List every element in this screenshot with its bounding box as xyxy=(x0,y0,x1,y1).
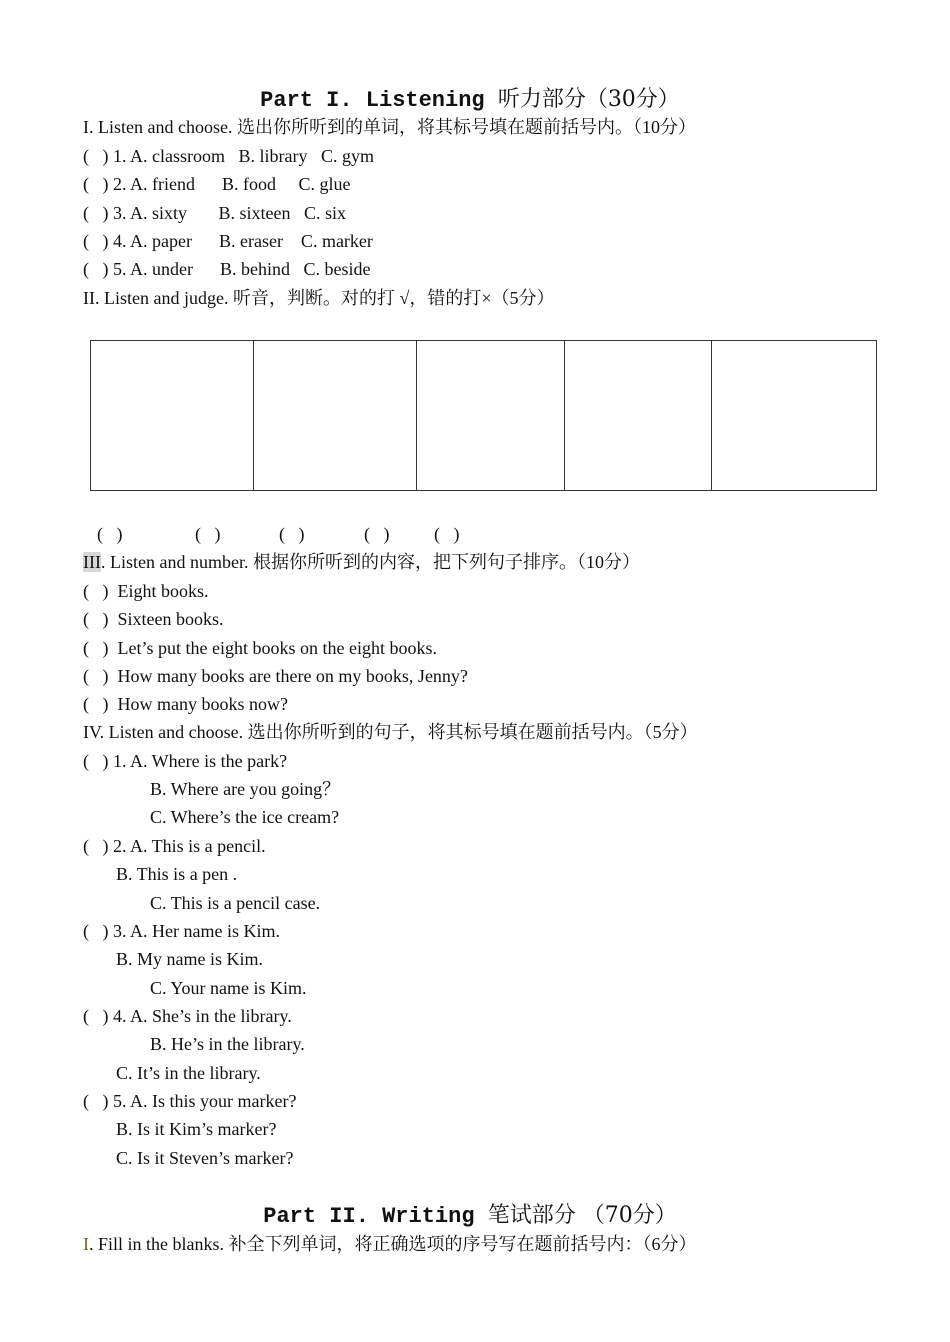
writing-section-1-heading xyxy=(83,1234,697,1254)
question-item: ( ) Eight books. xyxy=(83,581,209,601)
answer-paren[interactable]: ( ) xyxy=(195,524,221,544)
part-2-title xyxy=(0,1203,940,1230)
picture-box xyxy=(253,341,417,491)
picture-box xyxy=(417,341,565,491)
answer-paren[interactable]: ( ) xyxy=(279,524,305,544)
section-2-heading: II. Listen and judge. 听音，判断。对的打 √，错的打×（5分） xyxy=(83,288,555,308)
section-3-heading-text: . Listen and number. 根据你所听到的内容，把下列句子排序。（10分） xyxy=(100,552,640,572)
part-1-title xyxy=(0,87,940,114)
section-4-heading: IV. Listen and choose. 选出你所听到的句子，将其标号填在题前括号内。（5分） xyxy=(83,722,698,742)
part-1-title-en: Part I. Listening xyxy=(260,88,498,113)
option-line: C. This is a pencil case. xyxy=(150,893,321,913)
option-line: C. Where’s the ice cream? xyxy=(150,807,340,827)
option-line: C. It’s in the library. xyxy=(116,1063,261,1083)
question-item: ( ) 5. A. Is this your marker? xyxy=(83,1091,297,1111)
question-item: ( ) Sixteen books. xyxy=(83,609,224,629)
question-item: ( ) 3. A. Her name is Kim. xyxy=(83,921,280,941)
section-1-heading: I. Listen and choose. 选出你所听到的单词，将其标号填在题前括号内。（10分） xyxy=(83,117,696,137)
answer-paren[interactable]: ( ) xyxy=(97,524,123,544)
question-item: ( ) 4. A. She’s in the library. xyxy=(83,1006,292,1026)
writing-section-1-numeral: I xyxy=(83,1234,89,1254)
question-item: ( ) 1. A. classroom B. library C. gym xyxy=(83,146,374,166)
option-line: B. He’s in the library. xyxy=(150,1034,305,1054)
picture-box xyxy=(712,341,877,491)
option-line: C. Your name is Kim. xyxy=(150,978,307,998)
section-3-numeral: III xyxy=(83,552,101,572)
option-line: B. Where are you going？ xyxy=(150,779,341,799)
option-line: B. My name is Kim. xyxy=(116,949,263,969)
answer-paren[interactable]: ( ) xyxy=(364,524,390,544)
picture-grid xyxy=(90,340,877,491)
section-3-heading xyxy=(83,552,640,572)
question-item: ( ) 2. A. This is a pencil. xyxy=(83,836,266,856)
option-line: C. Is it Steven’s marker? xyxy=(116,1148,294,1168)
question-item: ( ) Let’s put the eight books on the eight books. xyxy=(83,638,437,658)
question-item: ( ) 4. A. paper B. eraser C. marker xyxy=(83,231,373,251)
answer-paren[interactable]: ( ) xyxy=(434,524,460,544)
question-item: ( ) How many books now? xyxy=(83,694,288,714)
option-line: B. This is a pen . xyxy=(116,864,238,884)
option-line: B. Is it Kim’s marker? xyxy=(116,1119,277,1139)
question-item: ( ) 5. A. under B. behind C. beside xyxy=(83,259,371,279)
part-2-title-en: Part II. Writing xyxy=(263,1204,488,1229)
picture-box xyxy=(564,341,712,491)
picture-box xyxy=(91,341,254,491)
question-item: ( ) How many books are there on my books, Jenny? xyxy=(83,666,468,686)
writing-section-1-heading-text: . Fill in the blanks. 补全下列单词，将正确选项的序号写在题前括号内：（6分） xyxy=(89,1234,697,1254)
part-2-title-cn: 笔试部分 （70分） xyxy=(487,1203,677,1228)
part-1-title-cn: 听力部分（30分） xyxy=(497,87,680,112)
question-item: ( ) 1. A. Where is the park? xyxy=(83,751,288,771)
question-item: ( ) 3. A. sixty B. sixteen C. six xyxy=(83,203,347,223)
question-item: ( ) 2. A. friend B. food C. glue xyxy=(83,174,351,194)
